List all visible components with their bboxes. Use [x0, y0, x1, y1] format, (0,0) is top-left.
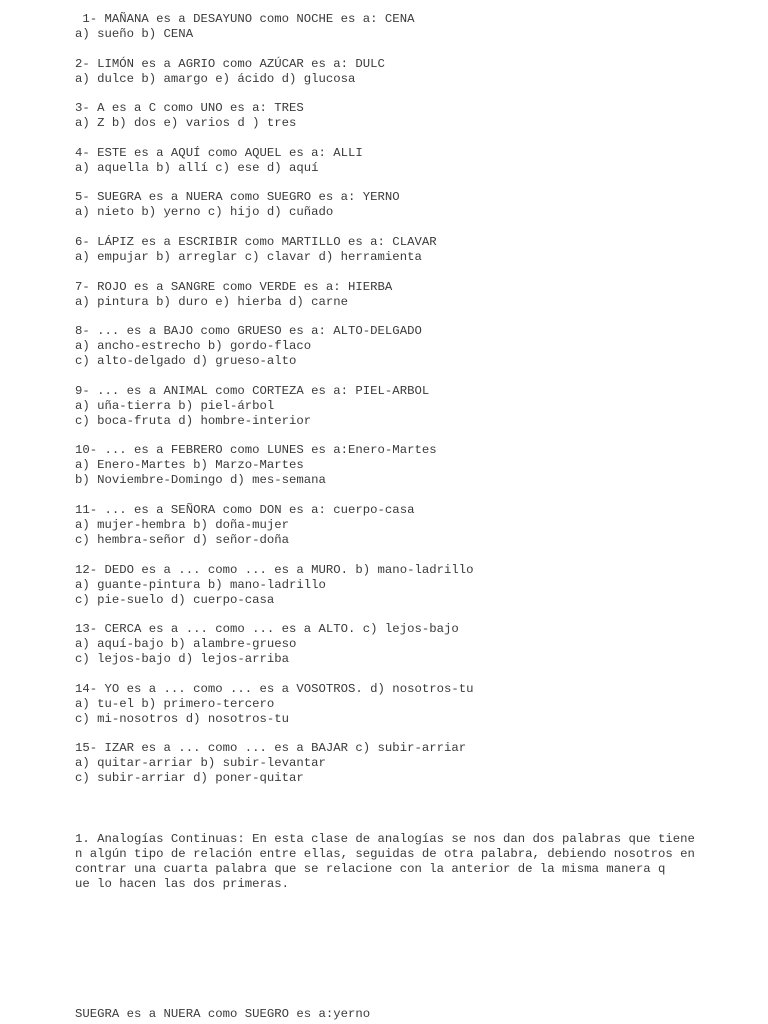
answer-options: a) mujer-hembra b) doña-mujer	[75, 517, 290, 532]
question-text: 7- ROJO es a SANGRE como VERDE es a: HIERBA	[75, 279, 393, 294]
analogy-question	[75, 146, 755, 176]
analogy-question	[75, 235, 755, 265]
question-text: 8- ... es a BAJO como GRUESO es a: ALTO-DELGADO	[75, 324, 422, 339]
answer-options: a) Enero-Martes b) Marzo-Martes	[75, 458, 304, 473]
answer-options: c) mi-nosotros d) nosotros-tu	[75, 711, 290, 726]
analogy-question	[75, 443, 755, 488]
analogy-question	[75, 503, 755, 548]
answer-options: a) sueño b) CENA	[75, 27, 194, 41]
analogy-question	[75, 622, 755, 667]
analogy-question	[75, 324, 755, 369]
analogy-question	[75, 190, 755, 220]
answer-options: c) boca-fruta d) hombre-interior	[75, 413, 312, 428]
paragraph-line: n algún tipo de relación entre ellas, seguidas de otra palabra, debiendo nosotros en	[75, 847, 695, 861]
answer-options: c) pie-suelo d) cuerpo-casa	[75, 592, 275, 607]
answer-options: a) empujar b) arreglar c) clavar d) herramienta	[75, 249, 422, 264]
example-analogy	[75, 1007, 755, 1022]
answer-options: a) nieto b) yerno c) hijo d) cuñado	[75, 205, 334, 220]
question-text: 10- ... es a FEBRERO como LUNES es a:Enero-Martes	[75, 443, 437, 458]
example-analogy-text: SUEGRA es a NUERA como SUEGRO es a:yerno	[75, 1007, 371, 1021]
question-text: 11- ... es a SEÑORA como DON es a: cuerpo-casa	[75, 502, 415, 517]
answer-options: c) subir-arriar d) poner-quitar	[75, 771, 304, 786]
answer-options: a) aquella b) allí c) ese d) aquí	[75, 160, 319, 175]
answer-options: a) guante-pintura b) mano-ladrillo	[75, 577, 326, 592]
answer-options: a) Z b) dos e) varios d ) tres	[75, 116, 297, 131]
analogy-question	[75, 563, 755, 608]
question-text: 13- CERCA es a ... como ... es a ALTO. c) lejos-bajo	[75, 622, 459, 637]
analogy-question-list	[75, 12, 755, 801]
question-text: 1- MAÑANA es a DESAYUNO como NOCHE es a: CENA	[75, 12, 415, 26]
answer-options: c) alto-delgado d) grueso-alto	[75, 354, 297, 369]
answer-options: a) dulce b) amargo e) ácido d) glucosa	[75, 71, 356, 86]
analogy-question	[75, 101, 755, 131]
analogy-question	[75, 741, 755, 786]
answer-options: c) hembra-señor d) señor-doña	[75, 532, 290, 547]
question-text: 15- IZAR es a ... como ... es a BAJAR c) subir-arriar	[75, 741, 467, 756]
answer-options: a) quitar-arriar b) subir-levantar	[75, 756, 326, 771]
answer-options: a) aquí-bajo b) alambre-grueso	[75, 637, 297, 652]
question-text: 4- ESTE es a AQUÍ como AQUEL es a: ALLI	[75, 145, 363, 160]
answer-options: c) lejos-bajo d) lejos-arriba	[75, 652, 290, 667]
question-text: 6- LÁPIZ es a ESCRIBIR como MARTILLO es a: CLAVAR	[75, 234, 437, 249]
question-text: 12- DEDO es a ... como ... es a MURO. b) mano-ladrillo	[75, 562, 474, 577]
explanation-paragraph	[75, 832, 755, 892]
analogy-question	[75, 280, 755, 310]
analogy-question	[75, 12, 755, 42]
analogy-question	[75, 384, 755, 429]
paragraph-line: 1. Analogías Continuas: En esta clase de analogías se nos dan dos palabras que tiene	[75, 832, 695, 846]
answer-options: b) Noviembre-Domingo d) mes-semana	[75, 473, 326, 488]
paragraph-line: contrar una cuarta palabra que se relacione con la anterior de la misma manera q	[75, 862, 666, 876]
question-text: 14- YO es a ... como ... es a VOSOTROS. d) nosotros-tu	[75, 681, 474, 696]
question-text: 3- A es a C como UNO es a: TRES	[75, 101, 304, 116]
answer-options: a) pintura b) duro e) hierba d) carne	[75, 294, 349, 309]
paragraph-line: ue lo hacen las dos primeras.	[75, 877, 290, 891]
analogy-question	[75, 682, 755, 727]
question-text: 5- SUEGRA es a NUERA como SUEGRO es a: YERNO	[75, 190, 400, 205]
analogy-question	[75, 57, 755, 87]
answer-options: a) uña-tierra b) piel-árbol	[75, 398, 275, 413]
question-text: 9- ... es a ANIMAL como CORTEZA es a: PIEL-ARBOL	[75, 383, 430, 398]
answer-options: a) tu-el b) primero-tercero	[75, 696, 275, 711]
question-text: 2- LIMÓN es a AGRIO como AZÚCAR es a: DULC	[75, 56, 385, 71]
answer-options: a) ancho-estrecho b) gordo-flaco	[75, 339, 312, 354]
